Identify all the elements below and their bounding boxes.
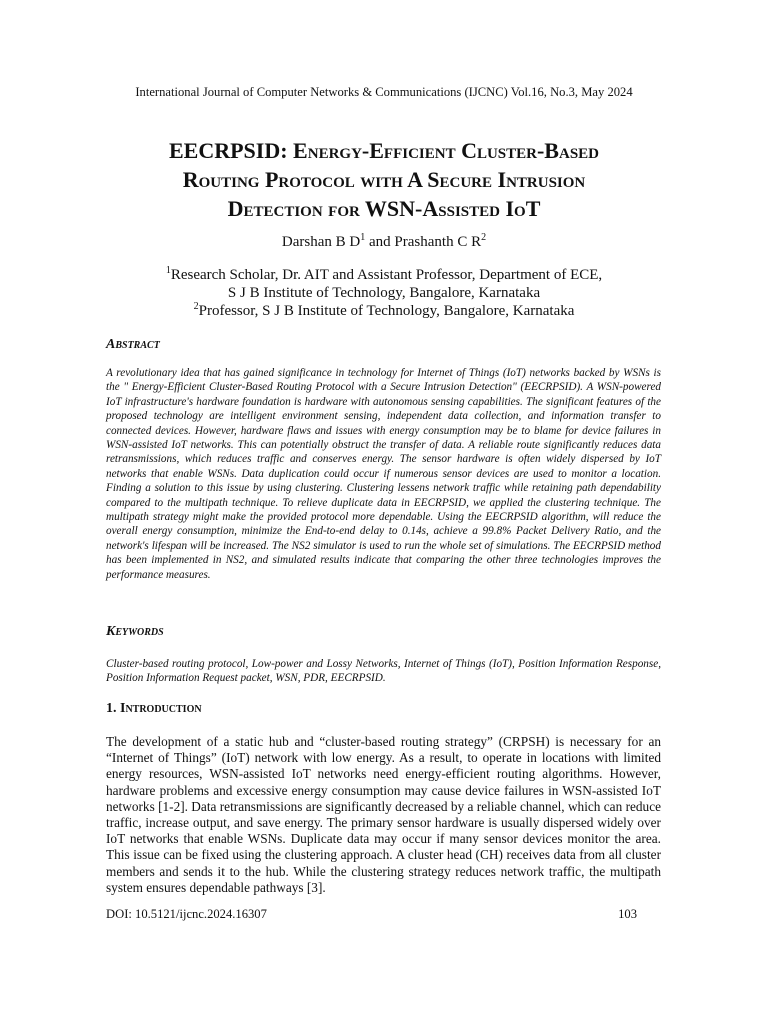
affiliation-1-superscript: 1 bbox=[165, 265, 171, 276]
abstract-body: A revolutionary idea that has gained significance in technology for Internet of Things (IoT) networks backed by WSNs is the " Energy-Efficient Cluster-Based Routing Protocol with a Secure Intrusion Detection" (EECRPSID). A WSN-powered IoT infrastructure's hardware foundation is hardware with autonomous sensing capabilities. The significant features of the proposed technology are intelligent environment sensing, independent data collection, and information transfer to connected devices. However, hardware flaws and issues with energy consumption may be to blame for device failures in WSN-assisted IoT networks. This can potentially obstruct the transfer of data. A reliable route significantly reduces data retransmissions, which reduces traffic and conserves energy. The sensor hardware is often widely dispersed by IoT networks that enable WSNs. Data duplication could occur if numerous sensor devices are used to monitor a location. Finding a solution to this issue by using clustering. Clustering lessens network traffic while retaining path dependability compared to the multipath technique. To relieve duplicate data in EECRPSID, we applied the clustering technique. The multipath strategy might make the provided protocol more dependable. Using the EECRPSID algorithm, will reduce the overall energy consumption, minimize the End-to-end delay to 0.14s, achieve a 99.8% Packet Delivery Ratio, and the network's lifespan will be increased. The NS2 simulator is used to run the whole set of simulations. The EECRPSID method has been implemented in NS2, and simulated results indicate that comparing the other three technologies improves the performance measures. bbox=[106, 367, 661, 581]
paper-title bbox=[60, 136, 708, 223]
author-name-1: Darshan B D bbox=[281, 234, 361, 250]
affiliation-2-superscript: 2 bbox=[193, 301, 199, 312]
page-number: 103 bbox=[618, 907, 637, 921]
abstract-heading: Abstract bbox=[106, 337, 160, 352]
title-line-1: EECRPSID: Energy-Efficient Cluster-Based bbox=[168, 138, 599, 163]
affiliation-1 bbox=[0, 266, 768, 285]
affiliation-2 bbox=[0, 302, 768, 321]
introduction-heading: 1. Introduction bbox=[106, 701, 202, 716]
author-name-2: Prashanth C R bbox=[394, 234, 482, 250]
introduction-body: The development of a static hub and “cluster-based routing strategy” (CRPSH) is necessary for an “Internet of Things” (IoT) network with low energy. As a result, to operate in locations with limited energy resources, WSN-assisted IoT networks need energy-efficient routing algorithms. However, hardware problems and excessive energy consumption may cause device failures in WSN-assisted IoT networks [1-2]. Data retransmissions are significantly decreased by a reliable channel, which can reduce traffic, increase output, and save energy. The primary sensor hardware is usually dispersed widely over IoT networks that enable WSNs. Duplicate data may occur if many sensor devices monitor the area. This issue can be fixed using the clustering approach. A cluster head (CH) receives data from all cluster members and sends it to the hub. While the clustering strategy reduces network traffic, the multipath system ensures dependable pathways [3]. bbox=[106, 734, 661, 895]
affiliation-2-line-1: Professor, S J B Institute of Technology, Bangalore, Karnataka bbox=[198, 303, 575, 319]
author-list bbox=[0, 233, 768, 252]
author-2-superscript: 2 bbox=[481, 232, 487, 243]
keywords-body: Cluster-based routing protocol, Low-power and Lossy Networks, Internet of Things (IoT), Position Information Response, Position Information Request packet, WSN, PDR, EECRPSID. bbox=[106, 658, 661, 685]
author-1-superscript: 1 bbox=[360, 232, 366, 243]
title-line-3: Detection for WSN-Assisted IoT bbox=[227, 196, 541, 221]
doi-text: DOI: 10.5121/ijcnc.2024.16307 bbox=[106, 907, 267, 921]
keywords-heading: Keywords bbox=[106, 624, 164, 639]
journal-header: International Journal of Computer Networks & Communications (IJCNC) Vol.16, No.3, May 2024 bbox=[135, 85, 633, 99]
author-conjunction: and bbox=[365, 234, 395, 250]
title-line-2: Routing Protocol with A Secure Intrusion bbox=[182, 167, 586, 192]
affiliation-1-line-1: Research Scholar, Dr. AIT and Assistant Professor, Department of ECE, bbox=[170, 267, 603, 283]
affiliation-1-line-2: S J B Institute of Technology, Bangalore, Karnataka bbox=[227, 285, 541, 301]
